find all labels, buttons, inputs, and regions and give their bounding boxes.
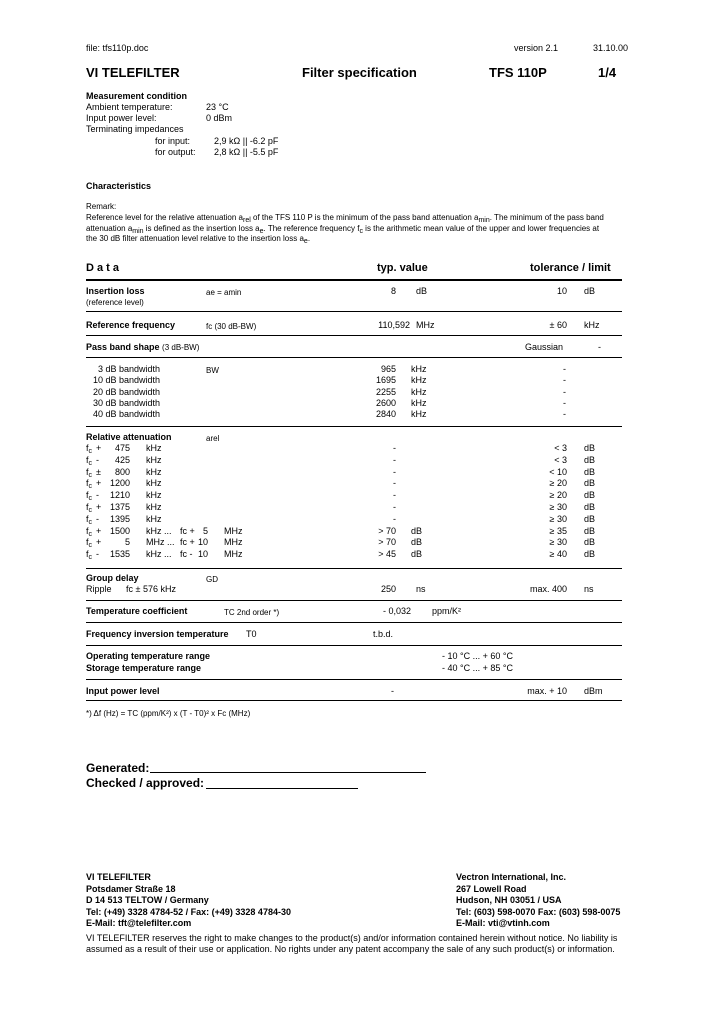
group-delay-tol: max. 400 [529, 584, 567, 594]
tempcoef-symbol: TC 2nd order *) [224, 608, 280, 617]
attenuation-sign: - [96, 490, 99, 501]
sttemp-value: - 40 °C ... + 85 °C [442, 663, 513, 673]
tempcoef-unit: ppm/K² [432, 606, 462, 616]
attenuation-sign: - [96, 513, 99, 524]
freqinv-symbol: T0 [246, 629, 257, 639]
passband-shape: Gaussian [525, 342, 564, 352]
insertion-tol: 10 [556, 286, 567, 296]
footer-left-line: VI TELEFILTER [86, 872, 151, 882]
relatt-symbol: arel [206, 434, 220, 443]
attenuation-freq-unit: kHz ... [146, 549, 172, 560]
attenuation-tol-unit: dB [584, 443, 596, 453]
group-delay-typ: 250 [380, 584, 396, 594]
attenuation-freq-unit: kHz [146, 513, 162, 524]
doc-date: 31.10.00 [593, 43, 629, 53]
bandwidth-label: 20 dB bandwidth [92, 386, 160, 397]
attenuation-sign: + [96, 443, 102, 453]
product-code: TFS 110P [489, 65, 547, 80]
attenuation-sign: + [96, 537, 102, 548]
reffreq-label: Reference frequency [86, 320, 176, 330]
disclaimer-line-2: assumed as a result of their use or application. No rights under any patent accompany the sale of any such product(s) or information. [86, 944, 615, 954]
page-number: 1/4 [598, 65, 617, 80]
attenuation-tol-unit: dB [584, 478, 596, 489]
freqinv-typ: t.b.d. [373, 629, 394, 639]
typ-column-header: typ. value [377, 262, 428, 274]
attenuation-tol: ≥ 40 [549, 549, 567, 560]
passband-row: Pass band shape (3 dB-BW) [86, 342, 200, 352]
footer-left-line: E-Mail: tft@telefilter.com [86, 918, 192, 928]
bandwidth-tol: - [563, 375, 566, 386]
attenuation-fc-label: $f_c$ [86, 549, 93, 562]
footer-left-line: D 14 513 TELTOW / Germany [86, 895, 209, 905]
impedances-label: Terminating impedances [86, 124, 184, 134]
characteristics-heading: Characteristics [86, 181, 152, 191]
bandwidth-unit: kHz [411, 397, 427, 408]
freqinv-label: Frequency inversion temperature [86, 629, 229, 639]
divider [86, 600, 622, 601]
reffreq-symbol: fc (30 dB-BW) [206, 322, 257, 331]
attenuation-range-mid: fc + [180, 525, 195, 536]
attenuation-range-unit: MHz [224, 525, 243, 536]
attenuation-freq: 1395 [109, 513, 130, 524]
attenuation-freq-unit: kHz [146, 466, 162, 477]
attenuation-tol-unit: dB [584, 490, 596, 501]
inputpower-typ: - [391, 686, 394, 696]
footer-left-line: Potsdamer Straße 18 [86, 883, 176, 894]
attenuation-fc-label: $f_c$ [86, 537, 93, 550]
attenuation-typ: > 70 [378, 525, 396, 536]
ambient-value: 23 °C [206, 102, 229, 112]
attenuation-freq-unit: kHz ... [146, 525, 172, 536]
attenuation-typ-unit: dB [411, 525, 423, 536]
bandwidth-typ: 965 [380, 364, 396, 374]
attenuation-sign: - [96, 454, 99, 465]
inputpower-label: Input power level [86, 686, 160, 696]
attenuation-freq: 1210 [109, 490, 130, 501]
inputpower-tol: max. + 10 [527, 686, 567, 696]
attenuation-tol-unit: dB [584, 454, 596, 465]
attenuation-freq: 1200 [109, 478, 130, 489]
attenuation-range-unit: MHz [224, 537, 243, 548]
bandwidth-typ: 2255 [375, 386, 396, 397]
bandwidth-symbol: BW [206, 366, 219, 375]
divider [86, 622, 622, 623]
remark-label: Remark: [86, 202, 117, 211]
attenuation-tol: < 10 [549, 466, 567, 477]
attenuation-sign: + [96, 478, 102, 489]
attenuation-typ: - [393, 454, 396, 465]
footnote: *) Δf (Hz) = TC (ppm/K²) x (T - T0)² x Fc (MHz) [86, 709, 251, 718]
insertion-typ: 8 [390, 286, 396, 296]
attenuation-tol: ≥ 35 [549, 525, 567, 536]
bandwidth-label: 30 dB bandwidth [92, 397, 160, 408]
attenuation-tol: ≥ 30 [549, 502, 567, 512]
checked-label: Checked / approved: [86, 776, 205, 790]
footer-right-line: Tel: (603) 598-0070 Fax: (603) 598-0075 [456, 906, 621, 917]
attenuation-fc-label: $f_c$ [86, 502, 93, 514]
attenuation-freq: 1535 [109, 549, 130, 560]
attenuation-fc-label: $f_c$ [86, 443, 93, 455]
divider [86, 311, 622, 312]
power-label: Input power level: [86, 113, 157, 123]
disclaimer-line-1: VI TELEFILTER reserves the right to make changes to the product(s) and/or information contained herein without notice. No liability is [86, 933, 618, 943]
footer-right-line: 267 Lowell Road [456, 883, 527, 894]
attenuation-range-unit: MHz [224, 549, 243, 560]
attenuation-typ-unit: dB [411, 537, 423, 548]
reffreq-unit: MHz [416, 320, 435, 330]
checked-signature-line [206, 788, 358, 789]
attenuation-typ: > 45 [378, 549, 396, 560]
attenuation-tol-unit: dB [584, 549, 596, 560]
page-title: Filter specification [302, 65, 417, 80]
attenuation-range-mid: fc - [180, 549, 193, 560]
bandwidth-tol: - [563, 386, 566, 397]
attenuation-fc-label: $f_c$ [86, 525, 93, 538]
input-impedance-value: 2,9 kΩ || -6.2 pF [214, 136, 279, 146]
attenuation-range-end: 5 [202, 525, 208, 536]
bandwidth-typ: 2600 [375, 397, 396, 408]
attenuation-range-mid: fc + [180, 537, 195, 548]
attenuation-typ: - [393, 466, 396, 477]
bandwidth-unit: kHz [411, 364, 427, 374]
attenuation-freq: 475 [114, 443, 130, 453]
tol-column-header: tolerance / limit [530, 262, 611, 274]
attenuation-fc-label: $f_c$ [86, 454, 93, 467]
bandwidth-tol: - [563, 364, 566, 374]
ripple-range: fc ± 576 kHz [126, 584, 176, 594]
attenuation-sign: - [96, 549, 99, 560]
divider [86, 645, 622, 646]
attenuation-fc-label: $f_c$ [86, 513, 93, 526]
bandwidth-unit: kHz [411, 409, 427, 420]
footer-right-line: Hudson, NH 03051 / USA [456, 895, 562, 905]
attenuation-typ: - [393, 443, 396, 453]
attenuation-tol-unit: dB [584, 513, 596, 524]
insertion-unit: dB [416, 286, 428, 296]
tempcoef-label: Temperature coefficient [86, 606, 188, 616]
reffreq-tol-unit: kHz [584, 320, 600, 330]
relatt-label: Relative attenuation [86, 432, 172, 442]
attenuation-sign: + [96, 525, 102, 536]
bandwidth-tol: - [563, 397, 566, 408]
reffreq-typ: 110,592 [378, 320, 410, 330]
attenuation-freq: 1500 [109, 525, 130, 536]
generated-signature-line [150, 772, 426, 773]
attenuation-tol: ≥ 20 [549, 478, 567, 489]
output-impedance-value: 2,8 kΩ || -5.5 pF [214, 147, 279, 157]
divider [86, 357, 622, 358]
attenuation-freq: 1375 [109, 502, 130, 512]
attenuation-freq-unit: kHz [146, 490, 162, 501]
remark-line-2: attenuation $a_{min}$ is defined as the insertion loss $a_e$. The reference frequency $f_c$ is the arithmetic mean value of the upper and lower frequencies at [86, 224, 600, 235]
bandwidth-label: 40 dB bandwidth [92, 409, 160, 420]
header-divider [86, 279, 622, 281]
group-delay-unit: ns [416, 584, 426, 594]
attenuation-freq-unit: MHz ... [146, 537, 175, 548]
bandwidth-typ: 2840 [375, 409, 396, 420]
attenuation-freq: 425 [114, 454, 130, 465]
insertion-sub: (reference level) [86, 298, 144, 307]
attenuation-typ: - [393, 490, 396, 501]
attenuation-sign: + [96, 502, 102, 512]
inputpower-tol-unit: dBm [584, 686, 603, 696]
divider [86, 568, 622, 569]
bandwidth-unit: kHz [411, 375, 427, 386]
remark-line-1: Reference level for the relative attenuation $a_{rel}$ of the TFS 110 P is the minimum of the pass band attenuation $a_{min}$. The minimum of the pass band [86, 213, 604, 224]
divider [86, 700, 622, 701]
file-name: file: tfs110p.doc [86, 43, 149, 53]
attenuation-typ: - [393, 502, 396, 512]
attenuation-range-end: 10 [197, 537, 208, 548]
attenuation-tol: ≥ 30 [549, 513, 567, 524]
power-value: 0 dBm [206, 113, 233, 123]
company-name: VI TELEFILTER [86, 65, 180, 80]
attenuation-freq-unit: kHz [146, 502, 162, 512]
attenuation-freq-unit: kHz [146, 443, 162, 453]
divider [86, 335, 622, 336]
attenuation-sign: ± [96, 466, 101, 477]
attenuation-fc-label: $f_c$ [86, 490, 93, 503]
insertion-tol-unit: dB [584, 286, 596, 296]
attenuation-freq: 5 [124, 537, 130, 548]
bandwidth-tol: - [563, 409, 566, 420]
attenuation-typ: - [393, 478, 396, 489]
ripple-label: Ripple [86, 584, 112, 594]
input-impedance-label: for input: [155, 136, 191, 146]
doc-version: version 2.1 [514, 43, 559, 53]
divider [86, 679, 622, 680]
bandwidth-unit: kHz [411, 386, 427, 397]
group-delay-tol-unit: ns [584, 584, 594, 594]
attenuation-tol: < 3 [554, 454, 567, 465]
attenuation-freq-unit: kHz [146, 454, 162, 465]
attenuation-freq: 800 [114, 466, 130, 477]
remark-line-3: the 30 dB filter attenuation level relative to the insertion loss $a_e$. [86, 234, 311, 245]
attenuation-typ: > 70 [378, 537, 396, 548]
attenuation-tol-unit: dB [584, 502, 596, 512]
footer-right-line: E-Mail: vti@vtinh.com [456, 918, 550, 928]
bandwidth-label: 3 dB bandwidth [97, 364, 160, 374]
attenuation-tol: ≥ 30 [549, 537, 567, 548]
optemp-value: - 10 °C ... + 60 °C [442, 651, 513, 661]
insertion-symbol: ae = amin [206, 288, 242, 297]
attenuation-tol: ≥ 20 [549, 490, 567, 501]
bandwidth-typ: 1695 [375, 375, 396, 386]
reffreq-tol: ± 60 [549, 320, 567, 330]
attenuation-typ: - [393, 513, 396, 524]
group-delay-symbol: GD [206, 575, 218, 584]
optemp-label: Operating temperature range [86, 651, 211, 661]
attenuation-fc-label: $f_c$ [86, 466, 93, 479]
attenuation-tol-unit: dB [584, 466, 596, 477]
attenuation-typ-unit: dB [411, 549, 423, 560]
group-delay-label: Group delay [86, 573, 139, 583]
attenuation-freq-unit: kHz [146, 478, 162, 489]
ambient-label: Ambient temperature: [86, 102, 173, 112]
measurement-heading: Measurement condition [86, 91, 188, 101]
attenuation-tol: < 3 [554, 443, 567, 453]
insertion-label: Insertion loss [86, 286, 145, 296]
tempcoef-typ: - 0,032 [383, 606, 412, 616]
generated-label: Generated: [86, 761, 150, 775]
attenuation-tol-unit: dB [584, 525, 596, 536]
passband-dash: - [598, 342, 601, 352]
bandwidth-label: 10 dB bandwidth [92, 375, 160, 386]
footer-right-line: Vectron International, Inc. [456, 872, 567, 882]
output-impedance-label: for output: [155, 147, 196, 157]
attenuation-fc-label: $f_c$ [86, 478, 93, 491]
sttemp-label: Storage temperature range [86, 663, 202, 673]
footer-left-line: Tel: (+49) 3328 4784-52 / Fax: (+49) 3328 4784-30 [86, 906, 291, 917]
attenuation-range-end: 10 [197, 549, 208, 560]
attenuation-tol-unit: dB [584, 537, 596, 548]
data-column-header: D a t a [86, 262, 120, 274]
divider [86, 426, 622, 427]
